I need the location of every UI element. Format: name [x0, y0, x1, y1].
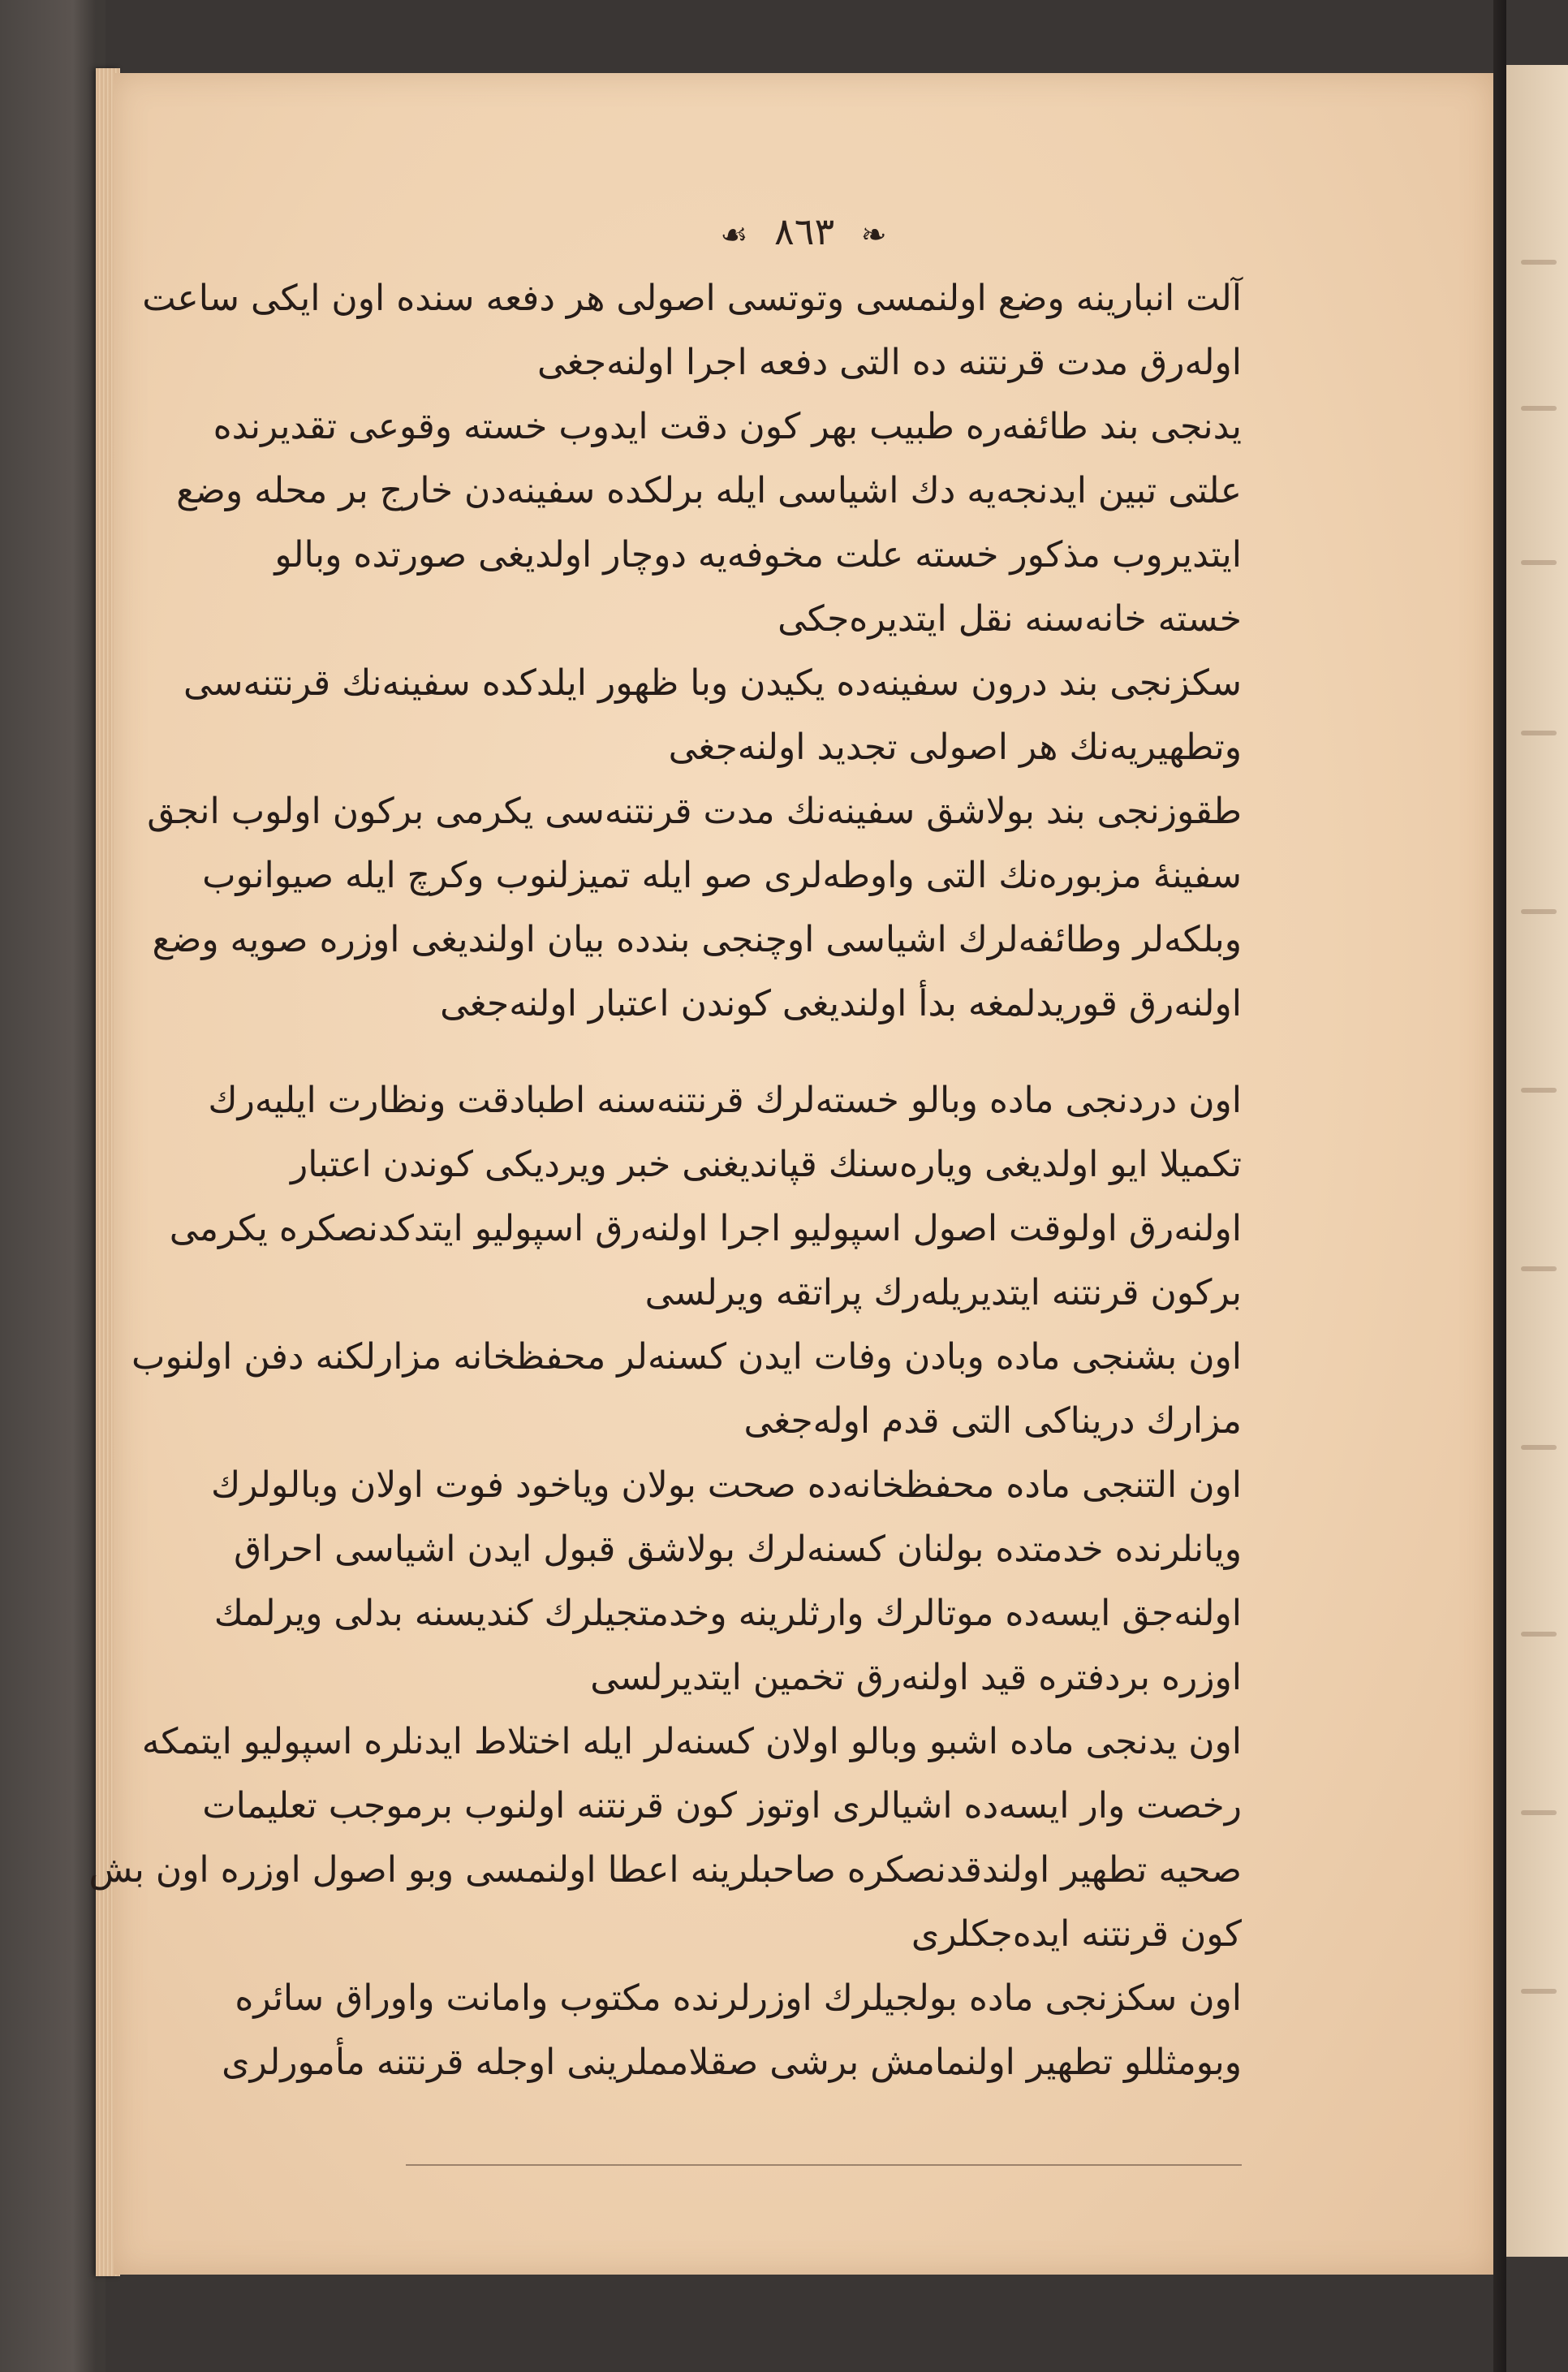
text-line: اون سکزنجی ماده بولجیلرك اوزرلرنده مکتوب وامانت واوراق سائره	[235, 1977, 1242, 2019]
footer-rule	[406, 2164, 1242, 2166]
page-number: ٨٦٣	[774, 209, 835, 253]
text-line: وتطهیریه‌نك هر اصولی تجدید اولنه‌جغی	[668, 727, 1242, 768]
text-line: مزارك دریناکی التی قدم اوله‌جغی	[743, 1400, 1242, 1442]
text-line: اولنه‌رق اولوقت اصول اسپولیو اجرا اولنه‌رق اسپولیو ایتدکدنصکره یکرمی	[169, 1208, 1242, 1249]
ghost-text-mark	[1521, 909, 1557, 914]
text-line: صحیه تطهیر اولندقدنصکره صاحبلرینه اعطا اولنمسی وبو اصول اوزره اون بش	[88, 1849, 1242, 1891]
ghost-text-mark	[1521, 560, 1557, 565]
ghost-text-mark	[1521, 1266, 1557, 1271]
adjacent-page-edge	[1506, 65, 1568, 2257]
text-line: برکون قرنتنه ایتدیریله‌رك پراتقه ویرلسی	[644, 1272, 1242, 1313]
text-line: اون دردنجی ماده وبالو خسته‌لرك قرنتنه‌سنه اطبادقت ونظارت ایلیه‌رك	[208, 1080, 1242, 1121]
text-line: تکمیلا ایو اولدیغی ویاره‌سنك قپاندیغنی خبر ویردیکی کوندن اعتبار	[291, 1144, 1242, 1185]
text-line: سکزنجی بند درون سفینه‌ده یکیدن وبا ظهور ایلدکده سفینه‌نك قرنتنه‌سی	[183, 662, 1242, 704]
ghost-text-mark	[1521, 1989, 1557, 1994]
text-line: طقوزنجی بند بولاشق سفینه‌نك مدت قرنتنه‌سی یکرمی برکون اولوب انجق	[147, 791, 1242, 832]
text-line: آلت انبارینه وضع اولنمسی وتوتسی اصولی هر دفعه سنده اون ایکی ساعت	[142, 278, 1242, 319]
text-line: اون بشنجی ماده وبادن وفات ایدن کسنه‌لر محفظخانه مزارلکنه دفن اولنوب	[131, 1336, 1242, 1378]
ghost-text-mark	[1521, 260, 1557, 265]
ghost-text-mark	[1521, 1445, 1557, 1450]
ghost-text-mark	[1521, 1810, 1557, 1815]
page-header	[114, 209, 1493, 253]
text-line: سفینهٔ مزبوره‌نك التی واوطه‌لری صو ایله تمیزلنوب وکرچ ایله صیوانوب	[202, 855, 1242, 896]
text-line: یدنجی بند طائفه‌ره طبیب بهر کون دقت ایدوب خسته وقوعی تقدیرنده	[213, 406, 1242, 447]
book-gutter	[1493, 0, 1506, 2372]
text-line: اون التنجی ماده محفظخانه‌ده صحت بولان ویاخود فوت اولان وبالولرك	[211, 1464, 1242, 1506]
ornament-left-icon: ❧	[860, 217, 887, 252]
text-line: خسته خانه‌سنه نقل ایتدیره‌جکی	[778, 598, 1242, 640]
text-line: ایتدیروب مذکور خسته علت مخوفه‌یه دوچار اولدیغی صورتده وبالو	[274, 534, 1242, 576]
text-line: اوله‌رق مدت قرنتنه ده التی دفعه اجرا اولنه‌جغی	[537, 342, 1242, 383]
book-page	[88, 73, 1493, 2275]
page-body	[88, 266, 1242, 2094]
text-line: کون قرنتنه ایده‌جکلری	[911, 1913, 1242, 1955]
text-line: اوزره بردفتره قید اولنه‌رق تخمین ایتدیرلسی	[590, 1657, 1242, 1698]
text-line: ویانلرنده خدمتده بولنان کسنه‌لرك بولاشق قبول ایدن اشیاسی احراق	[234, 1529, 1242, 1570]
text-line: اون یدنجی ماده اشبو وبالو اولان کسنه‌لر ایله اختلاط ایدنلره اسپولیو ایتمکه	[141, 1721, 1242, 1762]
text-line: وبلکه‌لر وطائفه‌لرك اشیاسی اوچنجی بندده بیان اولندیغی اوزره صویه وضع	[152, 919, 1242, 960]
ghost-text-mark	[1521, 1088, 1557, 1093]
text-line: رخصت وار ایسه‌ده اشیالری اوتوز کون قرنتنه اولنوب برموجب تعلیمات	[202, 1785, 1242, 1826]
ghost-text-mark	[1521, 731, 1557, 735]
ghost-text-mark	[1521, 406, 1557, 411]
ornament-right-icon: ☙	[720, 217, 748, 252]
text-line: اولنه‌رق قوریدلمغه بدأ اولندیغی کوندن اعتبار اولنه‌جغی	[440, 983, 1242, 1024]
text-line: اولنه‌جق ایسه‌ده موتالرك وارثلرینه وخدمتجیلرك کندیسنه بدلی ویرلمك	[213, 1593, 1242, 1634]
text-line: علتی تبین ایدنجه‌یه دك اشیاسی ایله برلکده سفینه‌دن خارج بر محله وضع	[176, 470, 1242, 511]
text-line: وبومثللو تطهیر اولنمامش برشی صقلامملرینی اوجله قرنتنه مأمورلری	[222, 2042, 1242, 2083]
ghost-text-mark	[1521, 1632, 1557, 1637]
